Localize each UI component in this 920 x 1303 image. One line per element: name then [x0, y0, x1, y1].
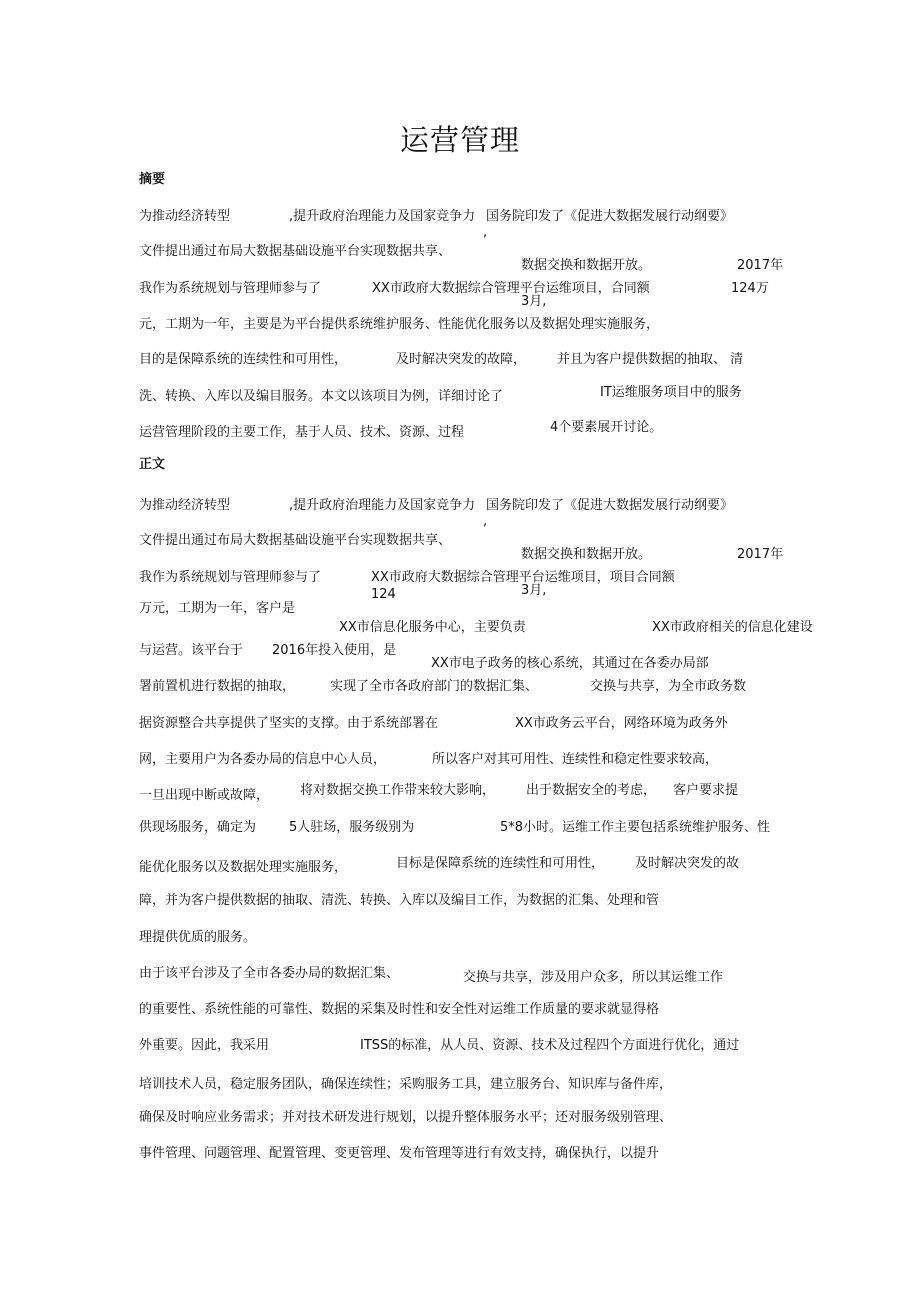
body-text: , [483, 514, 488, 529]
abstract-text: 文件提出通过布局大数据基础设施平台实现数据共享、 [139, 244, 452, 259]
body-text: 障，并为客户提供数据的抽取、清洗、转换、入库以及编目工作，为数据的汇集、处理和管 [139, 893, 660, 908]
body-text: 国务院印发了《促进大数据发展行动纲要》 [486, 498, 734, 513]
document-title: 运营管理 [399, 123, 520, 157]
body-text: 的重要性、系统性能的可靠性、数据的采集及时性和安全性对运维工作质量的要求就显得格 [139, 1002, 660, 1017]
body-text: 理提供优质的服务。 [139, 930, 257, 945]
body-text: 2017年 [737, 547, 784, 562]
abstract-text: 4个要素展开讨论。 [550, 420, 663, 435]
abstract-text: 目的是保障系统的连续性和可用性， [139, 352, 348, 367]
abstract-text: 124万 [731, 281, 769, 296]
abstract-heading: 摘要 [139, 172, 166, 187]
abstract-text: ,提升政府治理能力及国家竞争力 [289, 209, 476, 224]
body-text: 供现场服务，确定为 [139, 820, 257, 835]
body-text: 及时解决突发的故 [635, 856, 740, 871]
body-text: 所以客户对其可用性、连续性和稳定性要求较高， [432, 752, 719, 767]
body-text: 事件管理、问题管理、配置管理、变更管理、发布管理等进行有效支持，确保执行，以提升 [139, 1146, 660, 1161]
body-text: 交换与共享，为全市政务数 [590, 679, 747, 694]
body-text: 为推动经济转型 [139, 498, 231, 513]
body-text: 外重要。因此，我采用 [139, 1038, 270, 1053]
body-text: 将对数据交换工作带来较大影响， [300, 783, 496, 798]
body-text: 交换与共享，涉及用户众多，所以其运维工作 [463, 970, 724, 985]
body-text: 124 [371, 587, 396, 602]
abstract-text: XX市政府大数据综合管理平台运维项目，合同额 [372, 281, 650, 296]
body-text: 目标是保障系统的连续性和可用性， [396, 856, 605, 871]
abstract-text: IT运维服务项目中的服务 [600, 385, 742, 400]
body-text: 万元，工期为一年，客户是 [139, 601, 296, 616]
abstract-text: 运营管理阶段的主要工作，基于人员、技术、资源、过程 [139, 425, 465, 440]
abstract-text: 数据交换和数据开放。 [521, 258, 652, 273]
body-text: 客户要求提 [673, 783, 739, 798]
body-text: XX市政府相关的信息化建设 [652, 620, 813, 635]
body-text: 2016年投入使用，是 [272, 643, 397, 658]
body-text: 3月, [521, 583, 547, 598]
abstract-text: 元，工期为一年，主要是为平台提供系统维护服务、性能优化服务以及数据处理实施服务， [139, 317, 660, 332]
body-text: 与运营。该平台于 [139, 643, 244, 658]
body-text: 数据交换和数据开放。 [521, 547, 652, 562]
body-text: XX市政府大数据综合管理平台运维项目，项目合同额 [371, 570, 675, 585]
body-text: ,提升政府治理能力及国家竞争力 [289, 498, 476, 513]
body-text: XX市信息化服务中心，主要负责 [339, 620, 526, 635]
abstract-text: 3月, [521, 294, 547, 309]
abstract-text: 国务院印发了《促进大数据发展行动纲要》 [486, 209, 734, 224]
body-text: 我作为系统规划与管理师参与了 [139, 570, 322, 585]
abstract-text: 2017年 [737, 258, 784, 273]
body-text: 5人驻场，服务级别为 [289, 820, 415, 835]
abstract-text: , [483, 225, 488, 240]
abstract-text: 洗、转换、入库以及编目服务。本文以该项目为例，详细讨论了 [139, 389, 504, 404]
body-text: XX市电子政务的核心系统，其通过在各委办局部 [431, 656, 709, 671]
body-text: 能优化服务以及数据处理实施服务， [139, 860, 348, 875]
abstract-text: 我作为系统规划与管理师参与了 [139, 281, 322, 296]
body-text: ITSS的标准，从人员、资源、技术及过程四个方面进行优化，通过 [360, 1038, 740, 1053]
body-text: 据资源整合共享提供了坚实的支撑。由于系统部署在 [139, 716, 439, 731]
body-text: 一旦出现中断或故障， [139, 788, 270, 803]
body-text: XX市政务云平台，网络环境为政务外 [515, 716, 728, 731]
body-text: 5*8小时。运维工作主要包括系统维护服务、性 [500, 820, 771, 835]
body-heading: 正文 [139, 457, 166, 472]
abstract-text: 为推动经济转型 [139, 209, 231, 224]
body-text: 出于数据安全的考虑， [526, 783, 657, 798]
body-text: 培训技术人员，稳定服务团队，确保连续性；采购服务工具，建立服务台、知识库与备件库， [139, 1077, 673, 1092]
body-text: 网，主要用户为各委办局的信息中心人员， [139, 752, 387, 767]
body-text: 文件提出通过布局大数据基础设施平台实现数据共享、 [139, 533, 452, 548]
abstract-text: 及时解决突发的故障， [396, 352, 527, 367]
abstract-text: 并且为客户提供数据的抽取、 清 [557, 352, 744, 367]
body-text: 确保及时响应业务需求；并对技术研发进行规划，以提升整体服务水平；还对服务级别管理、 [139, 1110, 673, 1125]
body-text: 署前置机进行数据的抽取， [139, 679, 296, 694]
body-text: 实现了全市各政府部门的数据汇集、 [330, 679, 539, 694]
body-text: 由于该平台涉及了全市各委办局的数据汇集、 [139, 966, 400, 981]
